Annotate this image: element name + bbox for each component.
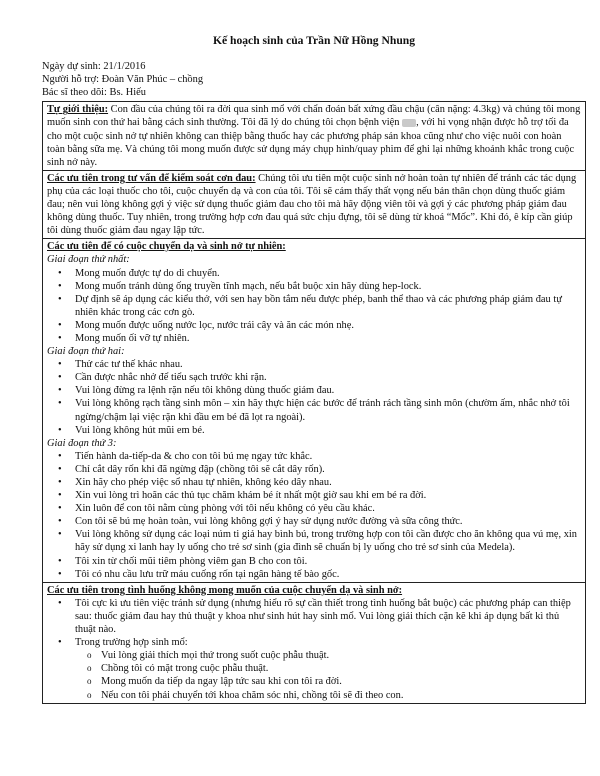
intro-text-a: Con đầu của chúng tôi ra đời qua sinh mổ với chẩn đoán bất xứng đầu chậu (cân nặng: 4.3kg) và chúng tôi mong muốn sinh con thứ hai bằng cách sinh thường. Tôi đã lý do chúng tôi chọn bệnh viện bbox=[47, 104, 581, 129]
list-item: • Tôi xin từ chối mũi tiêm phòng viêm gan B cho con tôi. bbox=[75, 555, 581, 568]
cesarean-heading: Trong trường hợp sinh mổ: bbox=[75, 637, 188, 649]
list-item: • Vui lòng đừng ra lệnh rặn nếu tôi không dùng thuốc giảm đau. bbox=[75, 384, 581, 397]
list-item: • Mong muốn được uống nước lọc, nước trái cây và ăn các món nhẹ. bbox=[75, 319, 581, 332]
pain-text: Chúng tôi ưu tiên một cuộc sinh nở hoàn toàn tự nhiên để tránh các tác dụng phụ của các loại thuốc cho tôi, cuộc chuyển dạ và con của tôi. Tôi sẽ cảm thấy thất vọng nếu bản thân chọn dùng thuốc giảm đau; nên vui lòng không gợi ý việc sử dụng thuốc giảm đau cho tôi mà hãy động viên tôi và gợi ý các phương pháp giảm đau không dùng thuốc. Tuy nhiên, trong trường hợp cơn đau quá sức chịu đựng, tôi sẽ dùng từ khoá “Mốc”. Khi đó, ê kíp cần giúp tôi dùng thuốc giảm đau ngay lập tức. bbox=[47, 172, 577, 237]
cesarean-sublist bbox=[75, 649, 581, 701]
unexpected-section bbox=[42, 583, 586, 704]
pain-heading: Các ưu tiên trong tư vấn để kiểm soát cơn đau: bbox=[47, 172, 256, 184]
list-item: • Vui lòng không rạch tầng sinh môn – xin hãy thực hiện các bước để tránh rách tầng sinh môn (chườm ấm, nhắc nhở tôi ngừng/chậm lại việc rặn khi đầu em bé đã lọt ra ngoài). bbox=[75, 397, 581, 423]
due-date: Ngày dự sinh: 21/1/2016 bbox=[42, 61, 146, 73]
intro-section bbox=[42, 101, 586, 170]
list-item: • Tiến hành da-tiếp-da & cho con tôi bú mẹ ngay tức khắc. bbox=[75, 450, 581, 463]
list-item: • Xin vui lòng trì hoãn các thủ tục chăm khám bé ít nhất một giờ sau khi em bé ra đời. bbox=[75, 489, 581, 502]
unexpected-heading: Các ưu tiên trong tình huống không mong muốn của cuộc chuyển dạ và sinh nở: bbox=[47, 584, 403, 596]
list-item bbox=[75, 636, 581, 701]
pain-section bbox=[42, 171, 586, 239]
list-item: • Xin hãy cho phép việc sổ nhau tự nhiên, không kéo dây nhau. bbox=[75, 476, 581, 489]
intro-text-b: , với hi vọng nhận được hỗ trợ tối đa cho một cuộc sinh nở tự nhiên không can thiệp bằng thuốc hay các phương pháp sản khoa cũng như cho việc nuôi con hoàn toàn bằng sữa mẹ. Và chúng tôi mong muốn được sử dụng máy chụp hình/quay phim để ghi lại những khoảnh khắc trong cuộc sinh nở này. bbox=[47, 117, 575, 168]
list-item: • Chỉ cắt dây rốn khi đã ngừng đập (chồng tôi sẽ cắt dây rốn). bbox=[75, 463, 581, 476]
list-item: • Tôi có nhu cầu lưu trữ máu cuống rốn tại ngân hàng tế bào gốc. bbox=[75, 568, 581, 581]
intro-heading: Tự giới thiệu: bbox=[47, 104, 109, 116]
sub-list-item: o Nếu con tôi phải chuyển tới khoa chăm sóc nhi, chồng tôi sẽ đi theo con. bbox=[101, 689, 581, 702]
list-item: • Mong muốn ối vỡ tự nhiên. bbox=[75, 332, 581, 345]
list-item: • Dự định sẽ áp dụng các kiểu thở, với sen hay bồn tắm nếu được phép, banh thể thao và các phương pháp giảm đau tự nhiên khác trong các cơn gò. bbox=[75, 293, 581, 319]
sub-list-item: o Vui lòng giải thích mọi thứ trong suốt cuộc phẫu thuật. bbox=[101, 649, 581, 662]
list-item: • Mong muốn tránh dùng ống truyền tĩnh mạch, nếu bắt buộc xin hãy dùng hep-lock. bbox=[75, 280, 581, 293]
meta-block bbox=[42, 60, 586, 99]
sub-list-item: o Chồng tôi có mặt trong cuộc phẫu thuật. bbox=[101, 662, 581, 675]
stage1-list bbox=[47, 267, 581, 346]
sub-list-item: o Mong muốn da tiếp da ngay lập tức sau khi con tôi ra đời. bbox=[101, 675, 581, 688]
stage1-heading: Giai đoạn thứ nhất: bbox=[47, 254, 130, 266]
doctor: Bác sĩ theo dõi: Bs. Hiếu bbox=[42, 87, 146, 99]
list-item: • Vui lòng không sử dụng các loại núm ti giả hay bình bú, trong trường hợp con tôi cần được cho ăn không qua vú mẹ, xin hãy sử dụng xi lanh hay ly uống cho trẻ sơ sinh (gia đình sẽ chuẩn bị ly uống cho trẻ sơ sinh của Medela). bbox=[75, 528, 581, 554]
support-person: Người hỗ trợ: Đoàn Văn Phúc – chồng bbox=[42, 74, 204, 86]
list-item: • Thử các tư thế khác nhau. bbox=[75, 358, 581, 371]
list-item: • Cần được nhắc nhở để tiểu sạch trước khi rặn. bbox=[75, 371, 581, 384]
page-title: Kế hoạch sinh của Trần Nữ Hồng Nhung bbox=[212, 34, 416, 47]
labor-section bbox=[42, 239, 586, 582]
labor-heading: Các ưu tiên để có cuộc chuyển dạ và sinh nở tự nhiên: bbox=[47, 241, 286, 253]
list-item: • Con tôi sẽ bú mẹ hoàn toàn, vui lòng không gợi ý hay sử dụng nước đường và sữa công thức. bbox=[75, 515, 581, 528]
stage3-list bbox=[47, 450, 581, 581]
list-item: • Mong muốn được tự do di chuyển. bbox=[75, 267, 581, 280]
redacted-hospital-name bbox=[402, 119, 416, 127]
stage2-list bbox=[47, 358, 581, 437]
stage2-heading: Giai đoạn thứ hai: bbox=[47, 346, 125, 358]
unexpected-list bbox=[47, 597, 581, 702]
list-item: • Xin luôn để con tôi nằm cùng phòng với tôi nếu không có yêu cầu khác. bbox=[75, 502, 581, 515]
list-item: • Tôi cực kì ưu tiên việc tránh sử dụng (nhưng hiểu rõ sự cần thiết trong tình huống bắt buộc) các phương pháp can thiệp sau: thuốc giảm đau hay thủ thuật y khoa như sinh hút hay sinh mổ. Vui lòng giải thích cặn kẽ khi áp dụng bất kì thủ thuật nào. bbox=[75, 597, 581, 636]
list-item: • Vui lòng không hút mũi em bé. bbox=[75, 424, 581, 437]
stage3-heading: Giai đoạn thứ 3: bbox=[47, 437, 117, 449]
